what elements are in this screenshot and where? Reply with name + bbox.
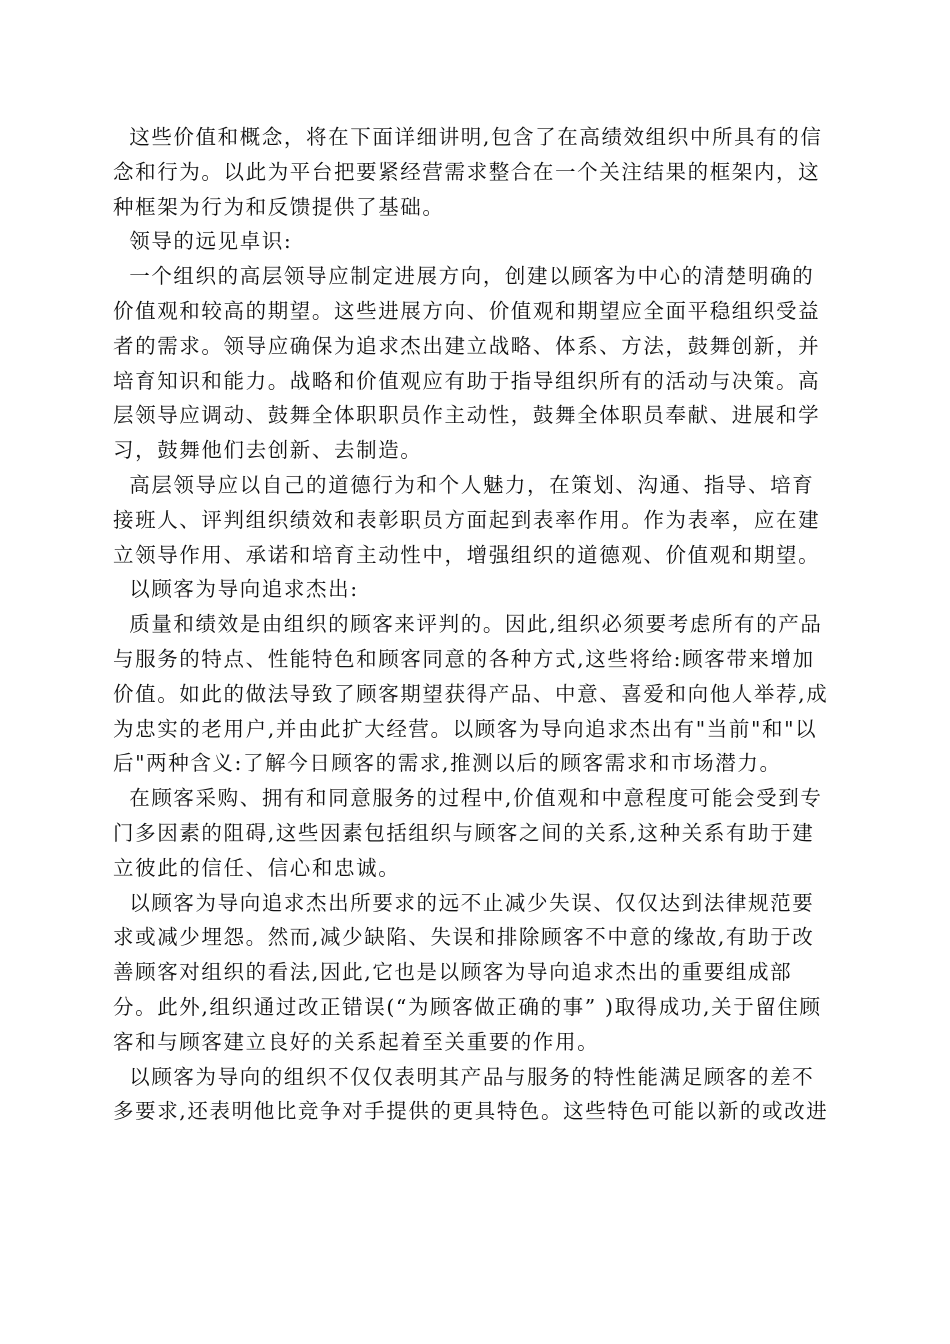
text-line: 立彼此的信任、信心和忠诚。 bbox=[113, 855, 401, 880]
text-line: 分。此外,组织通过改正错误(“为顾客做正确的事” )取得成功,关于留住顾 bbox=[113, 994, 822, 1019]
text-line: 价值观和较高的期望。这些进展方向、价值观和期望应全面平稳组织受益 bbox=[113, 298, 821, 323]
text-line: 后"两种含义:了解今日顾客的需求,推测以后的顾客需求和市场潜力。 bbox=[113, 751, 782, 776]
text-line: 门多因素的阻碍,这些因素包括组织与顾客之间的关系,这种关系有助于建 bbox=[113, 820, 815, 845]
text-line: 质量和绩效是由组织的顾客来评判的。因此,组织必须要考虑所有的产品 bbox=[113, 612, 823, 637]
text-line: 求或减少埋怨。然而,减少缺陷、失误和排除顾客不中意的缘故,有助于改 bbox=[113, 925, 815, 950]
section-heading: 领导的远见卓识: bbox=[113, 229, 293, 254]
section-heading: 以顾客为导向追求杰出: bbox=[113, 577, 359, 602]
text-line: 培育知识和能力。战略和价值观应有助于指导组织所有的活动与决策。高 bbox=[113, 368, 821, 393]
text-line: 层领导应调动、鼓舞全体职职员作主动性，鼓舞全体职员奉献、进展和学 bbox=[113, 403, 821, 428]
text-line: 为忠实的老用户,并由此扩大经营。以顾客为导向追求杰出有"当前"和"以 bbox=[113, 716, 818, 741]
text-line: 高层领导应以自己的道德行为和个人魅力，在策划、沟通、指导、培育 bbox=[113, 472, 815, 497]
text-line: 以顾客为导向的组织不仅仅表明其产品与服务的特性能满足顾客的差不 bbox=[113, 1064, 815, 1089]
text-line: 以顾客为导向追求杰出所要求的远不止减少失误、仅仅达到法律规范要 bbox=[113, 890, 815, 915]
text-line: 习，鼓舞他们去创新、去制造。 bbox=[113, 438, 423, 463]
text-line: 善顾客对组织的看法,因此,它也是以顾客为导向追求杰出的重要组成部 bbox=[113, 960, 793, 985]
text-line: 在顾客采购、拥有和同意服务的过程中,价值观和中意程度可能会受到专 bbox=[113, 786, 823, 811]
text-line: 价值。如此的做法导致了顾客期望获得产品、中意、喜爱和向他人举荐,成 bbox=[113, 681, 829, 706]
text-line: 客和与顾客建立良好的关系起着至关重要的作用。 bbox=[113, 1029, 600, 1054]
text-line: 与服务的特点、性能特色和顾客同意的各种方式,这些将给:顾客带来增加 bbox=[113, 646, 815, 671]
document-body bbox=[113, 120, 833, 1129]
text-line: 者的需求。领导应确保为追求杰出建立战略、体系、方法，鼓舞创新，并 bbox=[113, 333, 821, 358]
text-line: 一个组织的高层领导应制定进展方向，创建以顾客为中心的清楚明确的 bbox=[113, 264, 815, 289]
text-line: 种框架为行为和反馈提供了基础。 bbox=[113, 194, 445, 219]
text-line: 念和行为。以此为平台把要紧经营需求整合在一个关注结果的框架内，这 bbox=[113, 159, 821, 184]
text-line: 多要求,还表明他比竞争对手提供的更具特色。这些特色可能以新的或改进 bbox=[113, 1099, 829, 1124]
text-line: 立领导作用、承诺和培育主动性中，增强组织的道德观、价值观和期望。 bbox=[113, 542, 821, 567]
text-line: 接班人、评判组织绩效和表彰职员方面起到表率作用。作为表率，应在建 bbox=[113, 507, 821, 532]
text-line: 这些价值和概念，将在下面详细讲明,包含了在高绩效组织中所具有的信 bbox=[113, 125, 823, 149]
